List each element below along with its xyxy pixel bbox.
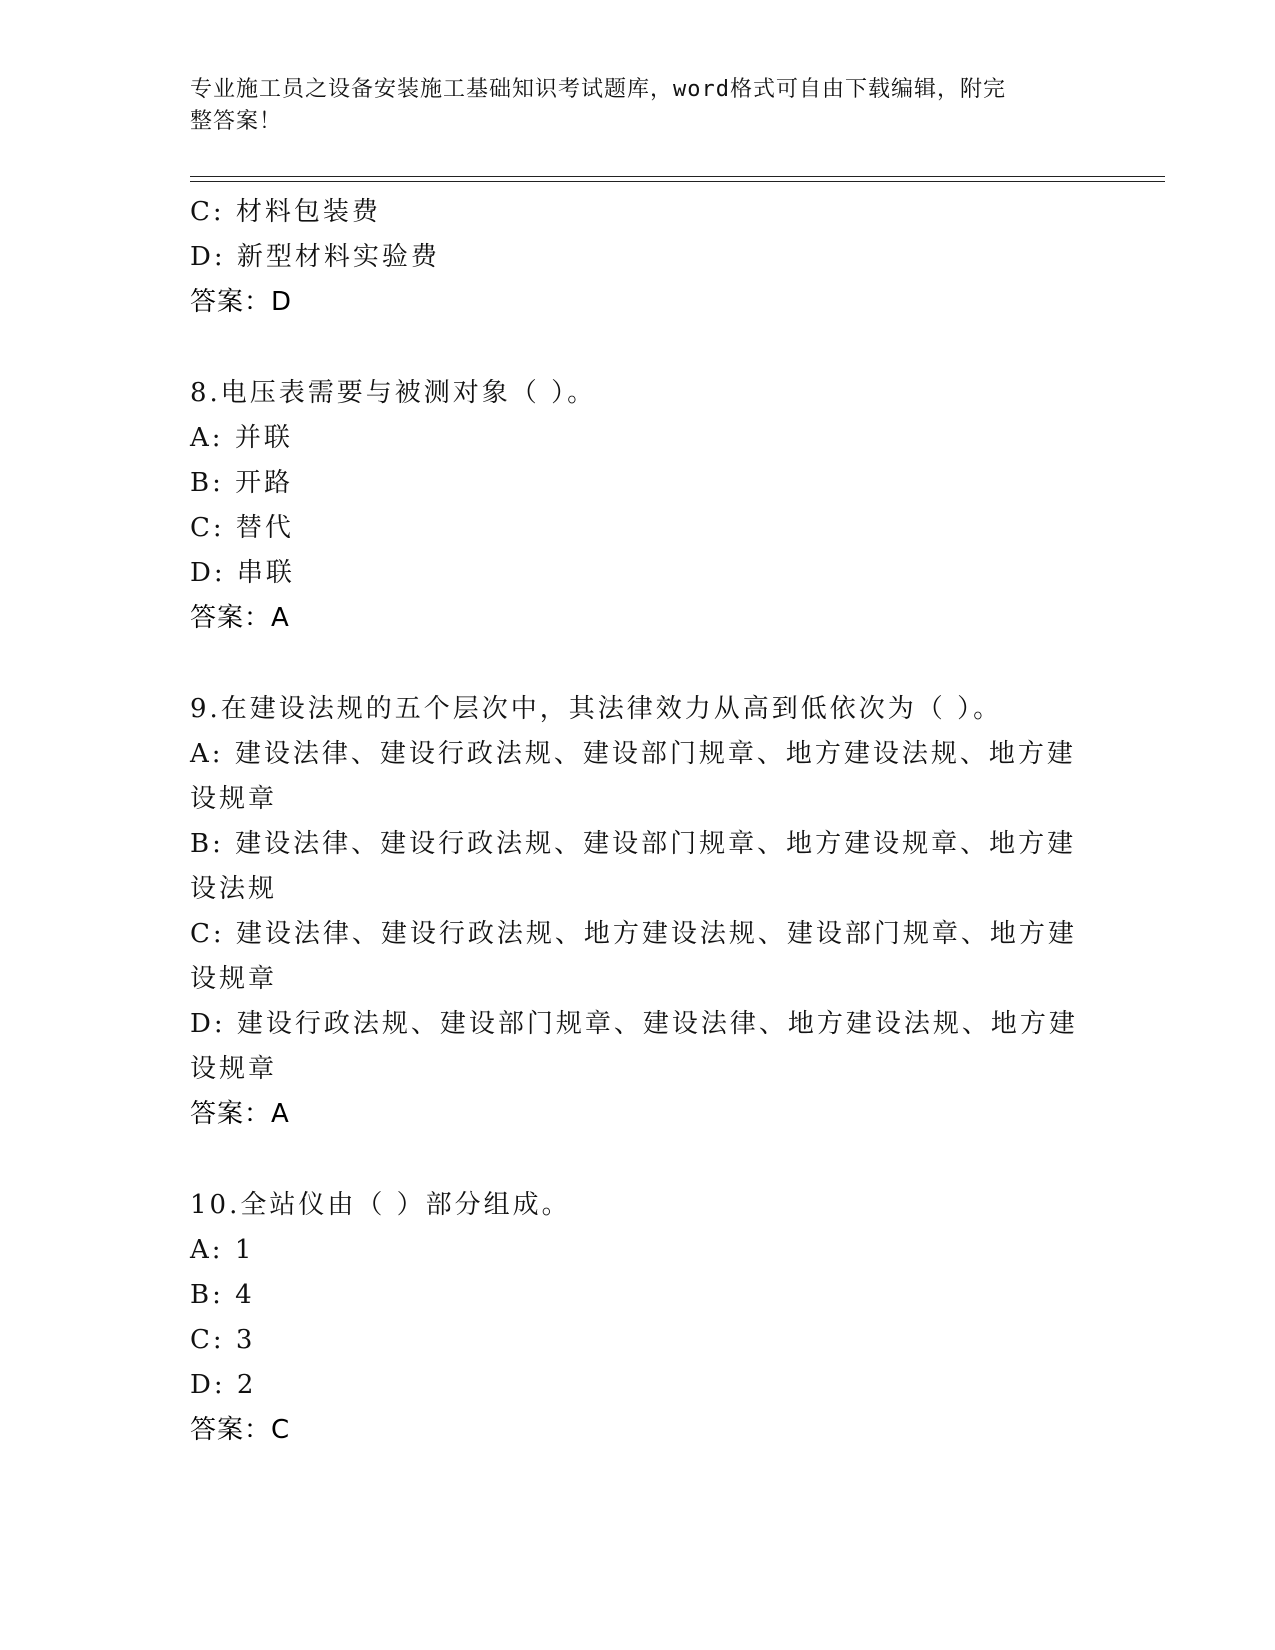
question-text: 8.电压表需要与被测对象（ ）。	[190, 378, 597, 408]
answer: 答案：A	[190, 1099, 290, 1129]
question-8	[190, 371, 1090, 641]
option-b: B: 4	[190, 1280, 255, 1310]
option-b: B: 建设法律、建设行政法规、建设部门规章、地方建设规章、地方建设法规	[190, 829, 1077, 904]
option-d: D: 建设行政法规、建设部门规章、建设法律、地方建设法规、地方建设规章	[190, 1009, 1078, 1084]
question-7-tail	[190, 190, 1090, 325]
answer: 答案：D	[190, 287, 293, 317]
header-line-2: 整答案！	[190, 109, 283, 134]
answer: 答案：C	[190, 1415, 291, 1445]
header-rule-top	[190, 176, 1165, 177]
option-a: A: 1	[190, 1235, 255, 1265]
question-list	[190, 190, 1090, 1453]
option-c: C: 3	[190, 1325, 256, 1355]
header-line-1: 专业施工员之设备安装施工基础知识考试题库，word格式可自由下载编辑，附完	[190, 77, 1006, 102]
question-text: 9.在建设法规的五个层次中，其法律效力从高到低依次为（ ）。	[190, 694, 1003, 724]
header-rule-bottom	[190, 181, 1165, 182]
question-9	[190, 687, 1090, 1137]
document-header	[190, 74, 1090, 138]
answer: 答案：A	[190, 603, 290, 633]
option-c: C: 建设法律、建设行政法规、地方建设法规、建设部门规章、地方建设规章	[190, 919, 1077, 994]
question-text: 10.全站仪由（ ）部分组成。	[190, 1190, 571, 1220]
option-a: A: 建设法律、建设行政法规、建设部门规章、地方建设法规、地方建设规章	[190, 739, 1076, 814]
option-c: C: 材料包装费	[190, 197, 381, 227]
option-d: D: 串联	[190, 558, 295, 588]
question-10	[190, 1183, 1090, 1453]
option-c: C: 替代	[190, 513, 294, 543]
option-d: D: 2	[190, 1370, 257, 1400]
option-b: B: 开路	[190, 468, 294, 498]
option-d: D: 新型材料实验费	[190, 242, 440, 272]
option-a: A: 并联	[190, 423, 293, 453]
